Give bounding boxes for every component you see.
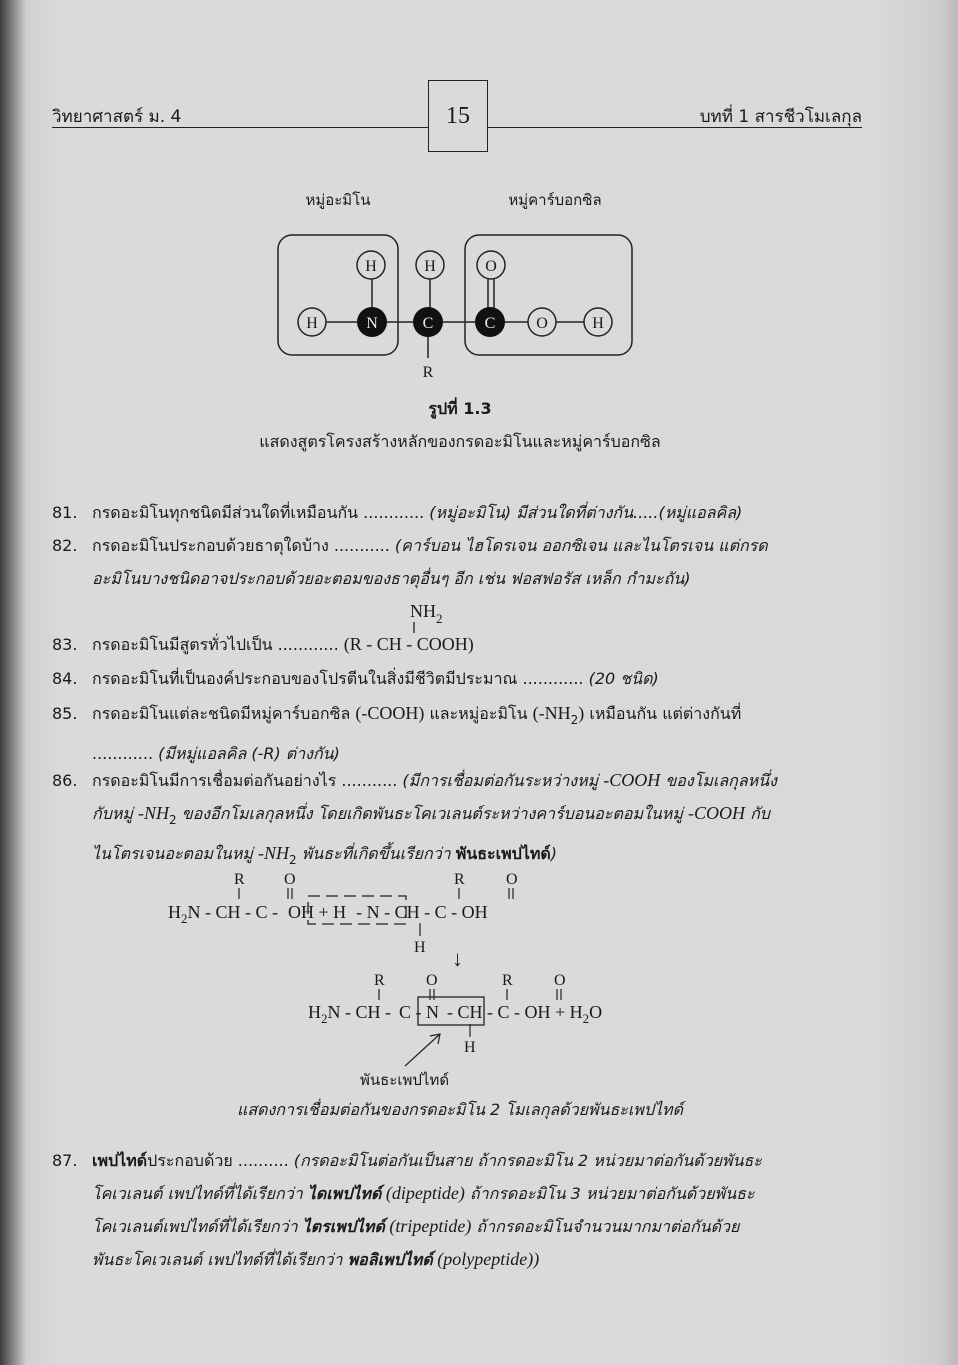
answer-text: ไตรเพปไทด์ bbox=[302, 1217, 385, 1236]
question-item bbox=[52, 662, 864, 695]
bonds bbox=[312, 265, 598, 358]
answer-text: พันธะโคเวเลนต์ เพปไทด์ที่ได้เรียกว่า bbox=[92, 1250, 348, 1269]
atom-c-carboxyl bbox=[475, 307, 505, 337]
answer-text: กับ bbox=[744, 804, 770, 823]
question-text: กรดอะมิโนประกอบด้วยธาตุใดบ้าง ........... bbox=[92, 536, 395, 555]
formula-nh2: $NH_2$ bbox=[410, 601, 443, 626]
item-number: 84. bbox=[52, 669, 78, 688]
carboxyl-group-label: หมู่คาร์บอกซิล bbox=[508, 191, 602, 209]
svg-text:R: R bbox=[502, 972, 513, 989]
question-item bbox=[52, 697, 864, 770]
svg-text:C: C bbox=[422, 315, 434, 332]
question-text: กรดอะมิโนมีสูตรทั่วไปเป็น ............ bbox=[92, 635, 344, 654]
atom-h-2 bbox=[357, 251, 385, 279]
question-item bbox=[52, 628, 864, 661]
answer-text: ถ้ากรดอะมิโน 3 หน่วยมาต่อกันด้วยพันธะ bbox=[464, 1184, 755, 1203]
question-item bbox=[52, 529, 864, 595]
page-number: 15 bbox=[428, 80, 488, 152]
svg-text:H: H bbox=[365, 258, 377, 275]
question-text: กรดอะมิโนทุกชนิดมีส่วนใดที่เหมือนกัน ............ bbox=[92, 503, 430, 522]
item-line bbox=[52, 662, 864, 695]
question-item bbox=[52, 1144, 864, 1276]
answer-text: (กรดอะมิโนต่อกันเป็นสาย ถ้ากรดอะมิโน 2 หน่วยมาต่อกันด้วยพันธะ bbox=[293, 1151, 762, 1170]
atom-h-3 bbox=[416, 251, 444, 279]
atom-o-1 bbox=[477, 251, 505, 279]
item-number: 81. bbox=[52, 503, 78, 522]
item-line bbox=[52, 797, 864, 837]
figure-caption: แสดงสูตรโครงสร้างหลักของกรดอะมิโนและหมู่คาร์บอกซิล bbox=[259, 432, 661, 451]
answer-text: -COOH bbox=[687, 803, 745, 823]
amino-group-box bbox=[278, 235, 398, 355]
svg-text:N: N bbox=[366, 315, 378, 332]
svg-text:O: O bbox=[506, 871, 518, 888]
answer-text: (-NH bbox=[532, 703, 571, 723]
answer-text: ไดเพปไทด์ bbox=[307, 1184, 382, 1203]
answer-text: ของอีกโมเลกุลหนึ่ง โดยเกิดพันธะโคเวเลนต์ระหว่างคาร์บอนอะตอมในหมู่ bbox=[176, 804, 688, 823]
atom-h-4 bbox=[584, 308, 612, 336]
answer-text: พอลิเพปไทด์ bbox=[347, 1250, 433, 1269]
r-group: R bbox=[422, 364, 434, 381]
item-line bbox=[52, 1210, 864, 1243]
svg-text:H: H bbox=[414, 939, 426, 956]
svg-text:O: O bbox=[426, 972, 438, 989]
subscript: 2 bbox=[289, 853, 297, 867]
answer-text: (มีหมู่แอลคิล (-R) ต่างกัน) bbox=[158, 744, 340, 763]
item-line bbox=[52, 837, 864, 877]
item-line bbox=[52, 562, 864, 595]
answer-text: อะมิโนบางชนิดอาจประกอบด้วยอะตอมของธาตุอื่นๆ อีก เช่น ฟอสฟอรัส เหล็ก กำมะถัน) bbox=[92, 569, 691, 588]
item-line bbox=[52, 1144, 864, 1177]
svg-text:O: O bbox=[284, 871, 296, 888]
answer-text: ไนโตรเจนอะตอมในหมู่ bbox=[92, 844, 259, 863]
item-number: 82. bbox=[52, 536, 78, 555]
question-text: ............ bbox=[92, 744, 159, 763]
answer-text: ของโมเลกุลหนึ่ง bbox=[660, 771, 777, 790]
answer-text: ) bbox=[578, 703, 585, 723]
amino-group-label: หมู่อะมิโน bbox=[305, 191, 371, 209]
item-number: 83. bbox=[52, 635, 78, 654]
subscript: 2 bbox=[570, 713, 579, 727]
question-text: กรดอะมิโนที่เป็นองค์ประกอบของโปรตีนในสิ่งมีชีวิตมีประมาณ ............ bbox=[92, 669, 589, 688]
question-text: ประกอบด้วย .......... bbox=[147, 1151, 294, 1170]
answer-text: -NH bbox=[138, 803, 170, 823]
answer-text: (หมู่อะมิโน) มีส่วนใดที่ต่างกัน.....(หมู่แอลคิล) bbox=[429, 503, 743, 522]
header-chapter: บทที่ 1 สารชีวโมเลกุล bbox=[699, 107, 862, 127]
svg-text:R: R bbox=[454, 871, 465, 888]
item-line bbox=[52, 764, 864, 797]
svg-text:H: H bbox=[464, 1039, 476, 1056]
svg-text:R: R bbox=[234, 871, 245, 888]
svg-text:O: O bbox=[536, 315, 548, 332]
answer-text: (polypeptide)) bbox=[432, 1249, 540, 1269]
answer-text: พันธะเพปไทด์ bbox=[455, 844, 551, 863]
reaction-arrow: ↓ bbox=[452, 946, 463, 971]
answer-text: ถ้ากรดอะมิโนจำนวนมากมาต่อกันด้วย bbox=[471, 1217, 740, 1236]
header-subject: วิทยาศาสตร์ ม. 4 bbox=[52, 107, 182, 127]
answer-text: (R - CH - COOH) bbox=[343, 634, 474, 654]
question-text: กรดอะมิโนมีการเชื่อมต่อกันอย่างไร ........... bbox=[92, 771, 403, 790]
question-text: กรดอะมิโนแต่ละชนิดมีหมู่คาร์บอกซิล bbox=[92, 704, 356, 723]
peptide-bond-label: พันธะเพปไทด์ bbox=[360, 1071, 450, 1089]
svg-text:H: H bbox=[424, 258, 436, 275]
svg-text:H: H bbox=[592, 315, 604, 332]
answer-text: โคเวเลนต์ เพปไทด์ที่ได้เรียกว่า bbox=[92, 1184, 308, 1203]
peptide-bond-reaction bbox=[168, 871, 602, 1089]
svg-text:O: O bbox=[485, 258, 497, 275]
atom-n bbox=[357, 307, 387, 337]
item-line bbox=[52, 1177, 864, 1210]
answer-text: โคเวเลนต์เพปไทด์ที่ได้เรียกว่า bbox=[92, 1217, 303, 1236]
svg-text:R: R bbox=[374, 972, 385, 989]
answer-text: (dipeptide) bbox=[381, 1183, 465, 1203]
item-line bbox=[52, 1243, 864, 1276]
svg-text:O: O bbox=[554, 972, 566, 989]
products: $H_2N$ - CH - C - N - CH - C - OH + $H_2O$ bbox=[308, 1002, 603, 1026]
answer-text: (20 ชนิด) bbox=[588, 669, 659, 688]
answer-text: (-COOH) bbox=[355, 703, 425, 723]
answer-text: -NH bbox=[258, 843, 290, 863]
atom-c-alpha bbox=[413, 307, 443, 337]
question-text: เหมือนกัน แต่ต่างกันที่ bbox=[584, 704, 742, 723]
answer-text: (คาร์บอน ไฮโดรเจน ออกซิเจน และไนโตรเจน แต่กรด bbox=[394, 536, 768, 555]
answer-text: (มีการเชื่อมต่อกันระหว่างหมู่ bbox=[402, 771, 604, 790]
answer-text: เพปไทด์ bbox=[92, 1151, 148, 1170]
item-line bbox=[52, 496, 864, 529]
item-number: 87. bbox=[52, 1151, 78, 1170]
answer-text: กับหมู่ bbox=[92, 804, 139, 823]
item-line bbox=[52, 529, 864, 562]
question-text: และหมู่อะมิโน bbox=[424, 704, 533, 723]
svg-text:C: C bbox=[484, 315, 496, 332]
answer-text: (tripeptide) bbox=[384, 1216, 472, 1236]
svg-text:H: H bbox=[306, 315, 318, 332]
item-number: 85. bbox=[52, 704, 78, 723]
subscript: 2 bbox=[169, 813, 177, 827]
reaction-caption: แสดงการเชื่อมต่อกันของกรดอะมิโน 2 โมเลกุลด้วยพันธะเพปไทด์ bbox=[237, 1100, 683, 1119]
answer-text: พันธะที่เกิดขึ้นเรียกว่า bbox=[296, 844, 456, 863]
answer-text: ) bbox=[550, 844, 557, 863]
item-line bbox=[52, 628, 864, 661]
question-item bbox=[52, 496, 864, 529]
question-item bbox=[52, 764, 864, 877]
item-number: 86. bbox=[52, 771, 78, 790]
atom-o-2 bbox=[528, 308, 556, 336]
item-line bbox=[52, 697, 864, 737]
answer-text: -COOH bbox=[603, 770, 661, 790]
amino-acid-structure-diagram bbox=[278, 191, 632, 381]
figure-caption-title: รูปที่ 1.3 bbox=[428, 399, 492, 418]
atom-h-1 bbox=[298, 308, 326, 336]
reactants: $H_2N$ - CH - C - OH + H - N - CH - C - OH bbox=[168, 902, 488, 926]
